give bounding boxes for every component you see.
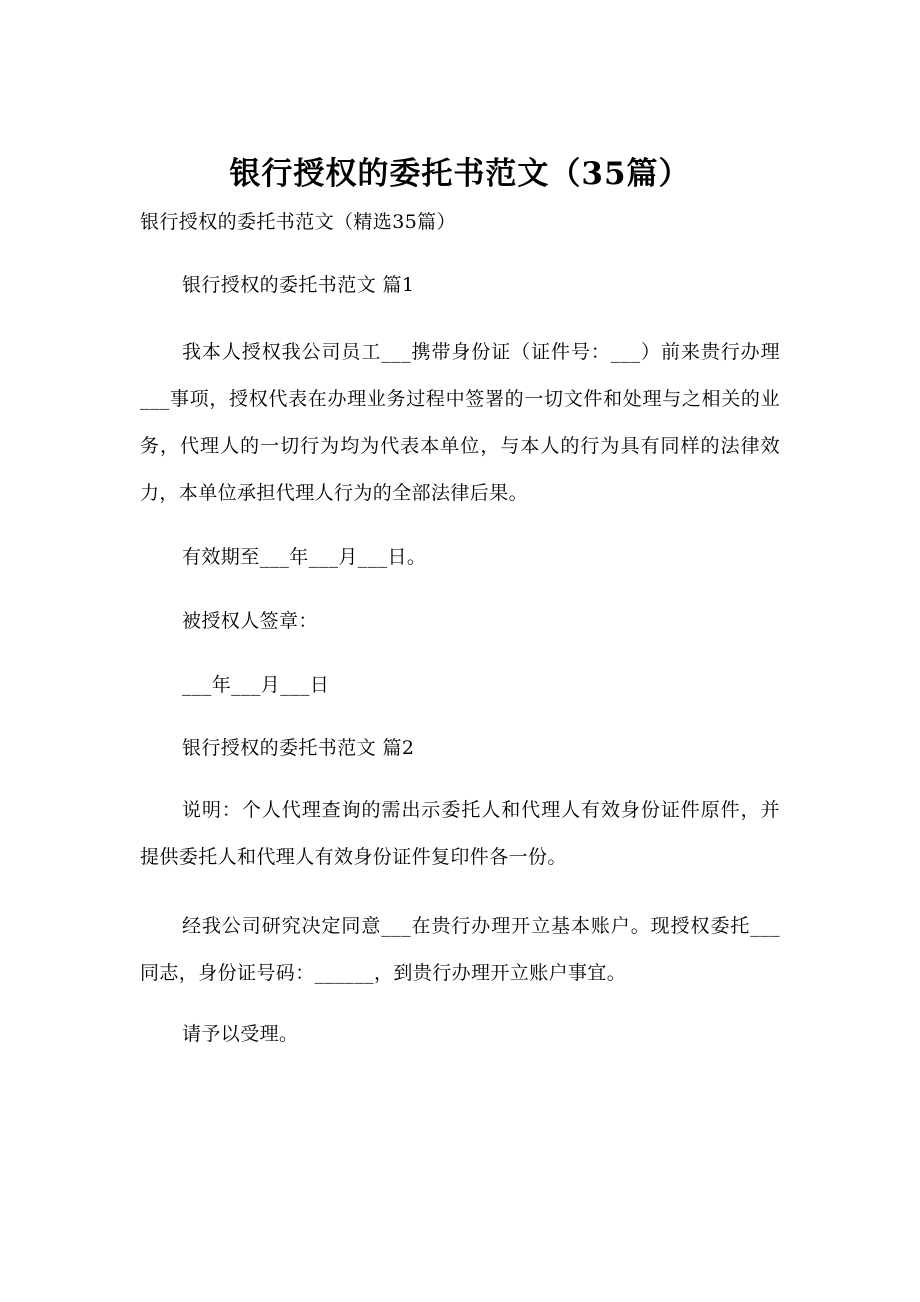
document-subtitle: 银行授权的委托书范文（精选35篇）	[140, 211, 456, 233]
validity-line: 有效期至___年___月___日。	[182, 546, 427, 568]
signature-date: ___年___月___日	[182, 674, 330, 696]
authorization-paragraph: 我本人授权我公司员工___携带身份证（证件号：___）前来贵行办理___事项，授权代表在办理业务过程中签署的一切文件和处理与之相关的业务，代理人的一切行为均为代表本单位，与本人的行为具有同样的法律效力，本单位承担代理人行为的全部法律后果。	[140, 341, 780, 504]
closing-line: 请予以受理。	[182, 1023, 299, 1045]
explanation-paragraph: 说明：个人代理查询的需出示委托人和代理人有效身份证件原件，并提供委托人和代理人有效身份证件复印件各一份。	[140, 799, 780, 868]
document-title: 银行授权的委托书范文（35篇）	[229, 156, 691, 192]
signature-label: 被授权人签章：	[182, 610, 318, 632]
section-heading-2: 银行授权的委托书范文 篇2	[182, 737, 415, 759]
account-authorization-paragraph: 经我公司研究决定同意___在贵行办理开立基本账户。现授权委托___同志，身份证号码：______，到贵行办理开立账户事宜。	[140, 915, 780, 984]
section-heading-1: 银行授权的委托书范文 篇1	[182, 274, 415, 296]
